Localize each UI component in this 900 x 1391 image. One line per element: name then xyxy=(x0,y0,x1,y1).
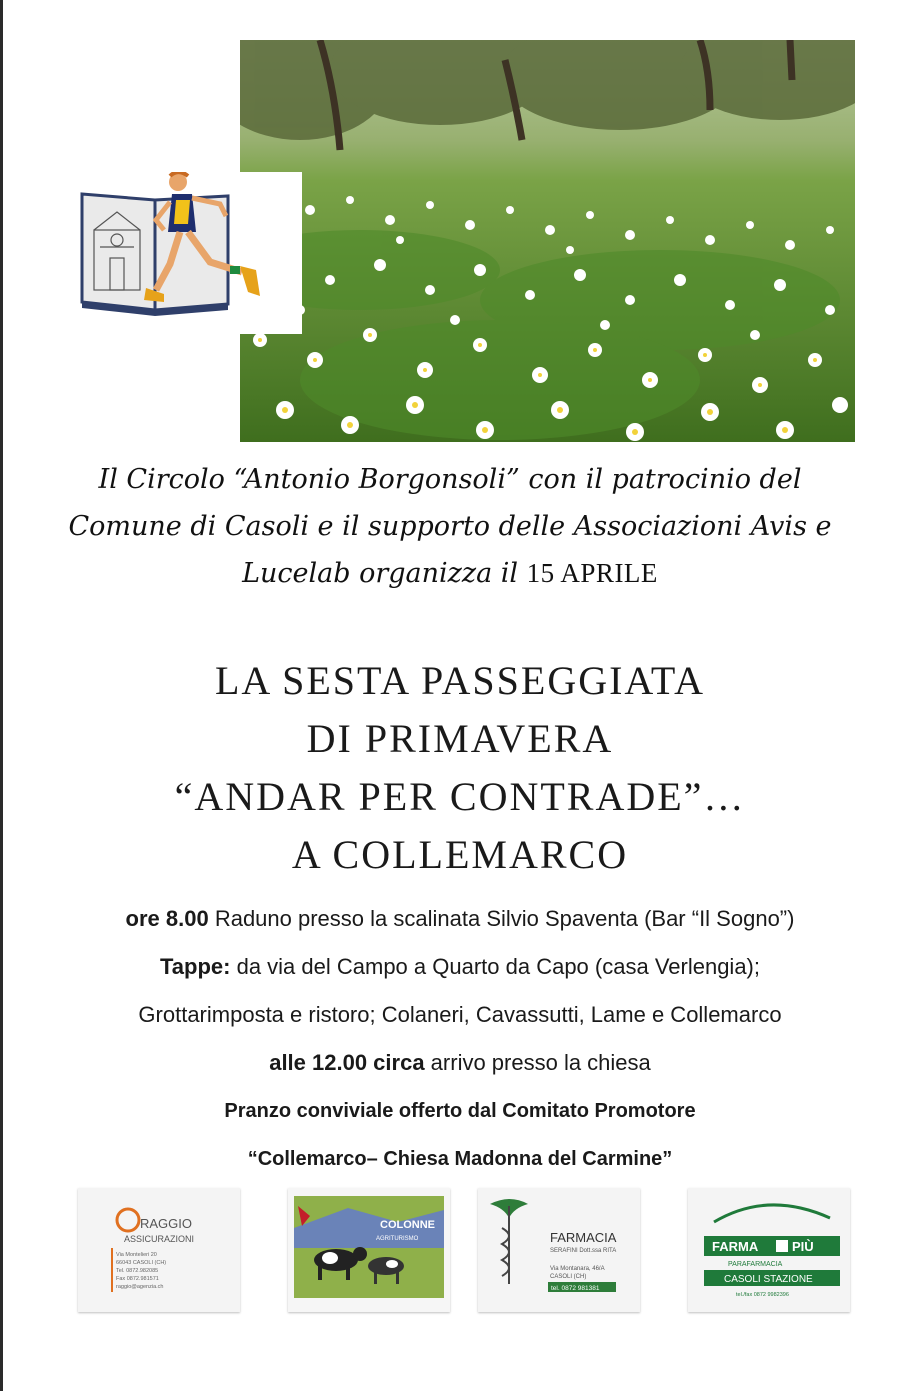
start-line xyxy=(20,895,900,943)
farm-subtitle: AGRITURISMO xyxy=(376,1236,419,1242)
arrival-time: alle 12.00 circa xyxy=(269,1050,425,1075)
stages-label: Tappe: xyxy=(159,954,231,979)
pharmacy-name: FARMACIA xyxy=(550,1230,617,1245)
intro-line-2: Comune di Casoli e il supporto delle Associazioni Avis e xyxy=(68,511,832,542)
stages-line-2: Grottarimposta e ristoro; Colaneri, Cavassutti, Lame e Collemarco xyxy=(138,1002,782,1027)
left-border xyxy=(0,0,3,1391)
raggio-detail-3: Tel. 0872.982085 xyxy=(116,1268,159,1274)
pharmacy-address-2: CASOLI (CH) xyxy=(550,1274,587,1280)
farmapiu-brand-left: FARMA xyxy=(712,1239,759,1254)
pharmacy-owner: SERAFINI Dott.ssa RITA xyxy=(550,1248,617,1254)
intro-paragraph xyxy=(20,456,880,597)
start-time: ore 8.00 xyxy=(125,906,209,931)
stages-line xyxy=(20,943,900,991)
event-title xyxy=(20,652,900,884)
farm-name: COLONNE xyxy=(380,1219,435,1231)
raggio-detail-2: 66043 CASOLI (CH) xyxy=(116,1260,167,1266)
raggio-name-2: ASSICURAZIONI xyxy=(124,1234,195,1244)
cross-icon xyxy=(776,1240,788,1252)
sponsor-card-farmapiu xyxy=(688,1188,850,1312)
farmapiu-brand-right: PIÙ xyxy=(792,1239,814,1254)
title-line-4: A COLLEMARCO xyxy=(291,832,629,877)
intro-line-3-text: Lucelab organizza il xyxy=(242,558,527,589)
lunch-line: Pranzo conviviale offerto dal Comitato Promotore xyxy=(224,1100,696,1122)
stages-text: da via del Campo a Quarto da Capo (casa Verlengia); xyxy=(230,954,760,979)
title-line-1: LA SESTA PASSEGGIATA xyxy=(215,658,705,703)
farmapiu-subtitle: PARAFARMACIA xyxy=(728,1261,783,1268)
arrival-line xyxy=(20,1039,900,1087)
event-date: 15 APRILE xyxy=(526,558,658,588)
raggio-name-1: RAGGIO xyxy=(140,1216,193,1231)
hero-photo-meadow xyxy=(240,40,855,442)
committee-line: “Collemarco– Chiesa Madonna del Carmine” xyxy=(247,1148,673,1170)
arrival-text: arrivo presso la chiesa xyxy=(424,1050,651,1075)
circolo-logo-runner-book xyxy=(60,172,302,334)
title-line-2: DI PRIMAVERA xyxy=(306,716,614,761)
raggio-detail-1: Via Montelieri 20 xyxy=(116,1252,157,1258)
sponsor-card-agriturismo xyxy=(288,1188,450,1312)
sponsor-cards xyxy=(0,1188,900,1318)
start-text: Raduno presso la scalinata Silvio Spaventa (Bar “Il Sogno”) xyxy=(208,906,795,931)
raggio-detail-5: raggio@agenzia.ch xyxy=(116,1284,164,1290)
title-line-3: “ANDAR PER CONTRADE”… xyxy=(174,774,746,819)
event-details xyxy=(20,895,900,1183)
sponsor-card-raggio-assicurazioni xyxy=(78,1188,240,1312)
pharmacy-phone: tel. 0872 981381 xyxy=(551,1285,600,1292)
sponsor-card-farmacia xyxy=(478,1188,640,1312)
farmapiu-phone: tel./fax 0872 9982396 xyxy=(736,1292,789,1298)
farmapiu-location: CASOLI STAZIONE xyxy=(724,1274,813,1285)
raggio-detail-4: Fax 0872.981571 xyxy=(116,1276,159,1282)
intro-line-1: Il Circolo “Antonio Borgonsoli” con il patrocinio del xyxy=(98,464,802,495)
intro-line-3 xyxy=(20,550,880,597)
pharmacy-address-1: Via Montanara, 46/A xyxy=(550,1266,605,1272)
